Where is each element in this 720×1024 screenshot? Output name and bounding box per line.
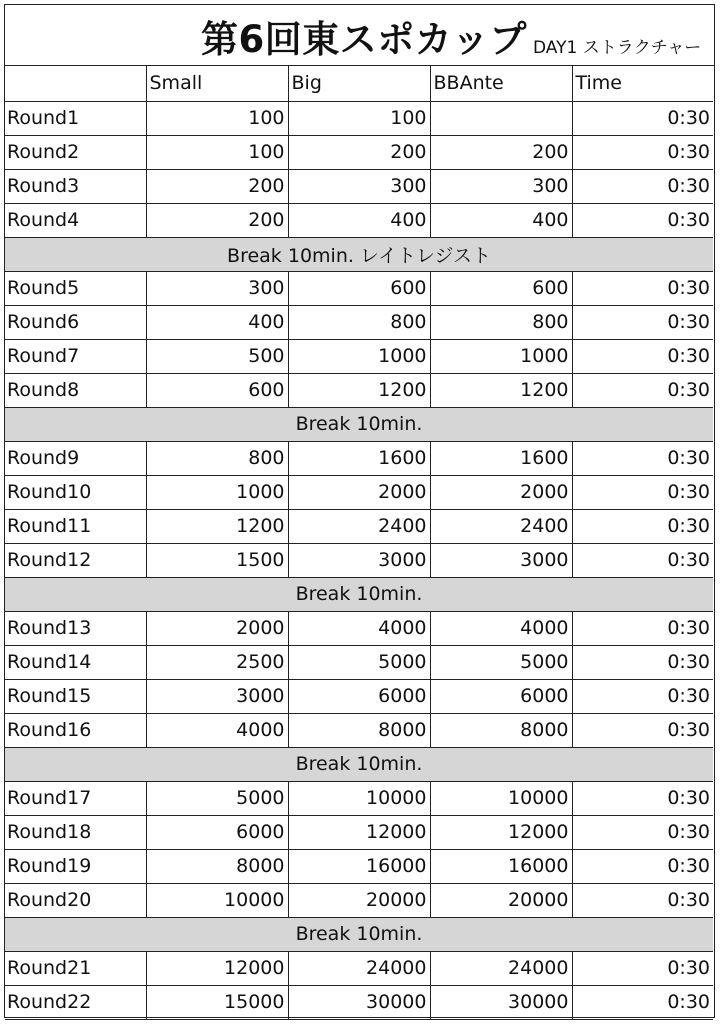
cell-small: 12000 — [146, 951, 288, 985]
cell-small: 600 — [146, 373, 288, 407]
cell-round: Round3 — [5, 169, 146, 203]
cell-bbante: 30000 — [430, 985, 572, 1019]
cell-big: 4000 — [288, 611, 430, 645]
cell-small: 1000 — [146, 475, 288, 509]
structure-sheet — [4, 4, 715, 1018]
cell-bbante: 20000 — [430, 883, 572, 917]
cell-small: 3000 — [146, 679, 288, 713]
cell-bbante: 6000 — [430, 679, 572, 713]
cell-bbante: 200 — [430, 135, 572, 169]
header-row — [5, 66, 713, 101]
cell-time: 0:30 — [572, 271, 713, 305]
header-cell-small: Small — [146, 66, 288, 101]
cell-big: 3000 — [288, 543, 430, 577]
table-row — [5, 271, 713, 305]
cell-bbante: 1000 — [430, 339, 572, 373]
table-row — [5, 951, 713, 985]
break-row — [5, 407, 713, 441]
cell-time: 0:30 — [572, 475, 713, 509]
cell-bbante: 4000 — [430, 611, 572, 645]
cell-time: 0:30 — [572, 849, 713, 883]
structure-table — [5, 66, 713, 1020]
cell-bbante: 2400 — [430, 509, 572, 543]
cell-small: 100 — [146, 135, 288, 169]
cell-small: 5000 — [146, 781, 288, 815]
table-row — [5, 679, 713, 713]
header-cell-bbante: BBAnte — [430, 66, 572, 101]
cell-round: Round1 — [5, 101, 146, 135]
cell-big: 10000 — [288, 781, 430, 815]
cell-round: Round17 — [5, 781, 146, 815]
cell-big: 1000 — [288, 339, 430, 373]
cell-time: 0:30 — [572, 135, 713, 169]
cell-round: Round22 — [5, 985, 146, 1019]
cell-big: 6000 — [288, 679, 430, 713]
cell-bbante: 10000 — [430, 781, 572, 815]
header-cell-big: Big — [288, 66, 430, 101]
cell-small: 800 — [146, 441, 288, 475]
cell-round: Round2 — [5, 135, 146, 169]
table-row — [5, 815, 713, 849]
cell-big: 5000 — [288, 645, 430, 679]
table-row — [5, 135, 713, 169]
table-row — [5, 101, 713, 135]
cell-round: Round11 — [5, 509, 146, 543]
break-label: Break 10min. — [5, 577, 713, 611]
cell-small: 1200 — [146, 509, 288, 543]
cell-big: 2000 — [288, 475, 430, 509]
cell-round: Round6 — [5, 305, 146, 339]
cell-round: Round4 — [5, 203, 146, 237]
cell-small: 200 — [146, 203, 288, 237]
cell-bbante: 300 — [430, 169, 572, 203]
cell-time: 0:30 — [572, 169, 713, 203]
cell-bbante: 800 — [430, 305, 572, 339]
table-row — [5, 645, 713, 679]
cell-small: 1500 — [146, 543, 288, 577]
cell-round: Round13 — [5, 611, 146, 645]
cell-round: Round21 — [5, 951, 146, 985]
cell-round: Round5 — [5, 271, 146, 305]
cell-small: 8000 — [146, 849, 288, 883]
break-row — [5, 917, 713, 951]
cell-round: Round16 — [5, 713, 146, 747]
cell-small: 2000 — [146, 611, 288, 645]
cell-time: 0:30 — [572, 373, 713, 407]
cell-time: 0:30 — [572, 203, 713, 237]
cell-time: 0:30 — [572, 645, 713, 679]
cell-round: Round18 — [5, 815, 146, 849]
table-row — [5, 883, 713, 917]
cell-round: Round9 — [5, 441, 146, 475]
cell-small: 2500 — [146, 645, 288, 679]
cell-round: Round12 — [5, 543, 146, 577]
tournament-subtitle: DAY1 ストラクチャー — [533, 38, 702, 58]
cell-time: 0:30 — [572, 305, 713, 339]
cell-round: Round10 — [5, 475, 146, 509]
cell-bbante: 24000 — [430, 951, 572, 985]
cell-time: 0:30 — [572, 611, 713, 645]
cell-small: 500 — [146, 339, 288, 373]
cell-big: 1200 — [288, 373, 430, 407]
cell-big: 20000 — [288, 883, 430, 917]
cell-small: 10000 — [146, 883, 288, 917]
header-cell-round — [5, 66, 146, 101]
cell-big: 24000 — [288, 951, 430, 985]
cell-round: Round7 — [5, 339, 146, 373]
break-row — [5, 577, 713, 611]
title-row — [5, 5, 714, 66]
cell-bbante: 5000 — [430, 645, 572, 679]
table-row — [5, 781, 713, 815]
cell-big: 600 — [288, 271, 430, 305]
table-row — [5, 373, 713, 407]
cell-bbante: 2000 — [430, 475, 572, 509]
cell-big: 400 — [288, 203, 430, 237]
cell-big: 12000 — [288, 815, 430, 849]
cell-time: 0:30 — [572, 713, 713, 747]
break-label: Break 10min. レイトレジスト — [5, 237, 713, 271]
table-row — [5, 475, 713, 509]
cell-time: 0:30 — [572, 985, 713, 1019]
table-row — [5, 339, 713, 373]
cell-bbante: 600 — [430, 271, 572, 305]
cell-round: Round15 — [5, 679, 146, 713]
table-row — [5, 849, 713, 883]
break-label: Break 10min. — [5, 407, 713, 441]
cell-time: 0:30 — [572, 543, 713, 577]
cell-bbante: 1600 — [430, 441, 572, 475]
cell-bbante: 400 — [430, 203, 572, 237]
cell-small: 200 — [146, 169, 288, 203]
cell-big: 2400 — [288, 509, 430, 543]
cell-time: 0:30 — [572, 781, 713, 815]
cell-round: Round19 — [5, 849, 146, 883]
cell-big: 1600 — [288, 441, 430, 475]
table-row — [5, 713, 713, 747]
cell-time: 0:30 — [572, 679, 713, 713]
cell-time: 0:30 — [572, 951, 713, 985]
cell-big: 100 — [288, 101, 430, 135]
tournament-title: 第6回東スポカップ — [201, 18, 527, 61]
cell-time: 0:30 — [572, 101, 713, 135]
table-row — [5, 203, 713, 237]
cell-bbante: 1200 — [430, 373, 572, 407]
table-row — [5, 509, 713, 543]
cell-round: Round14 — [5, 645, 146, 679]
cell-time: 0:30 — [572, 441, 713, 475]
cell-small: 6000 — [146, 815, 288, 849]
table-row — [5, 441, 713, 475]
cell-big: 800 — [288, 305, 430, 339]
cell-big: 16000 — [288, 849, 430, 883]
cell-small: 4000 — [146, 713, 288, 747]
cell-small: 15000 — [146, 985, 288, 1019]
table-row — [5, 543, 713, 577]
cell-time: 0:30 — [572, 509, 713, 543]
cell-time: 0:30 — [572, 883, 713, 917]
cell-big: 30000 — [288, 985, 430, 1019]
header-cell-time: Time — [572, 66, 713, 101]
cell-bbante: 12000 — [430, 815, 572, 849]
cell-bbante: 16000 — [430, 849, 572, 883]
cell-round: Round20 — [5, 883, 146, 917]
cell-big: 300 — [288, 169, 430, 203]
cell-big: 8000 — [288, 713, 430, 747]
break-row — [5, 237, 713, 271]
cell-bbante: 8000 — [430, 713, 572, 747]
cell-round: Round8 — [5, 373, 146, 407]
cell-bbante — [430, 101, 572, 135]
table-row — [5, 985, 713, 1019]
break-label: Break 10min. — [5, 747, 713, 781]
break-row — [5, 747, 713, 781]
cell-bbante: 3000 — [430, 543, 572, 577]
cell-time: 0:30 — [572, 339, 713, 373]
table-row — [5, 305, 713, 339]
break-label: Break 10min. — [5, 917, 713, 951]
cell-small: 400 — [146, 305, 288, 339]
table-row — [5, 169, 713, 203]
table-row — [5, 611, 713, 645]
cell-time: 0:30 — [572, 815, 713, 849]
cell-small: 100 — [146, 101, 288, 135]
cell-small: 300 — [146, 271, 288, 305]
cell-big: 200 — [288, 135, 430, 169]
